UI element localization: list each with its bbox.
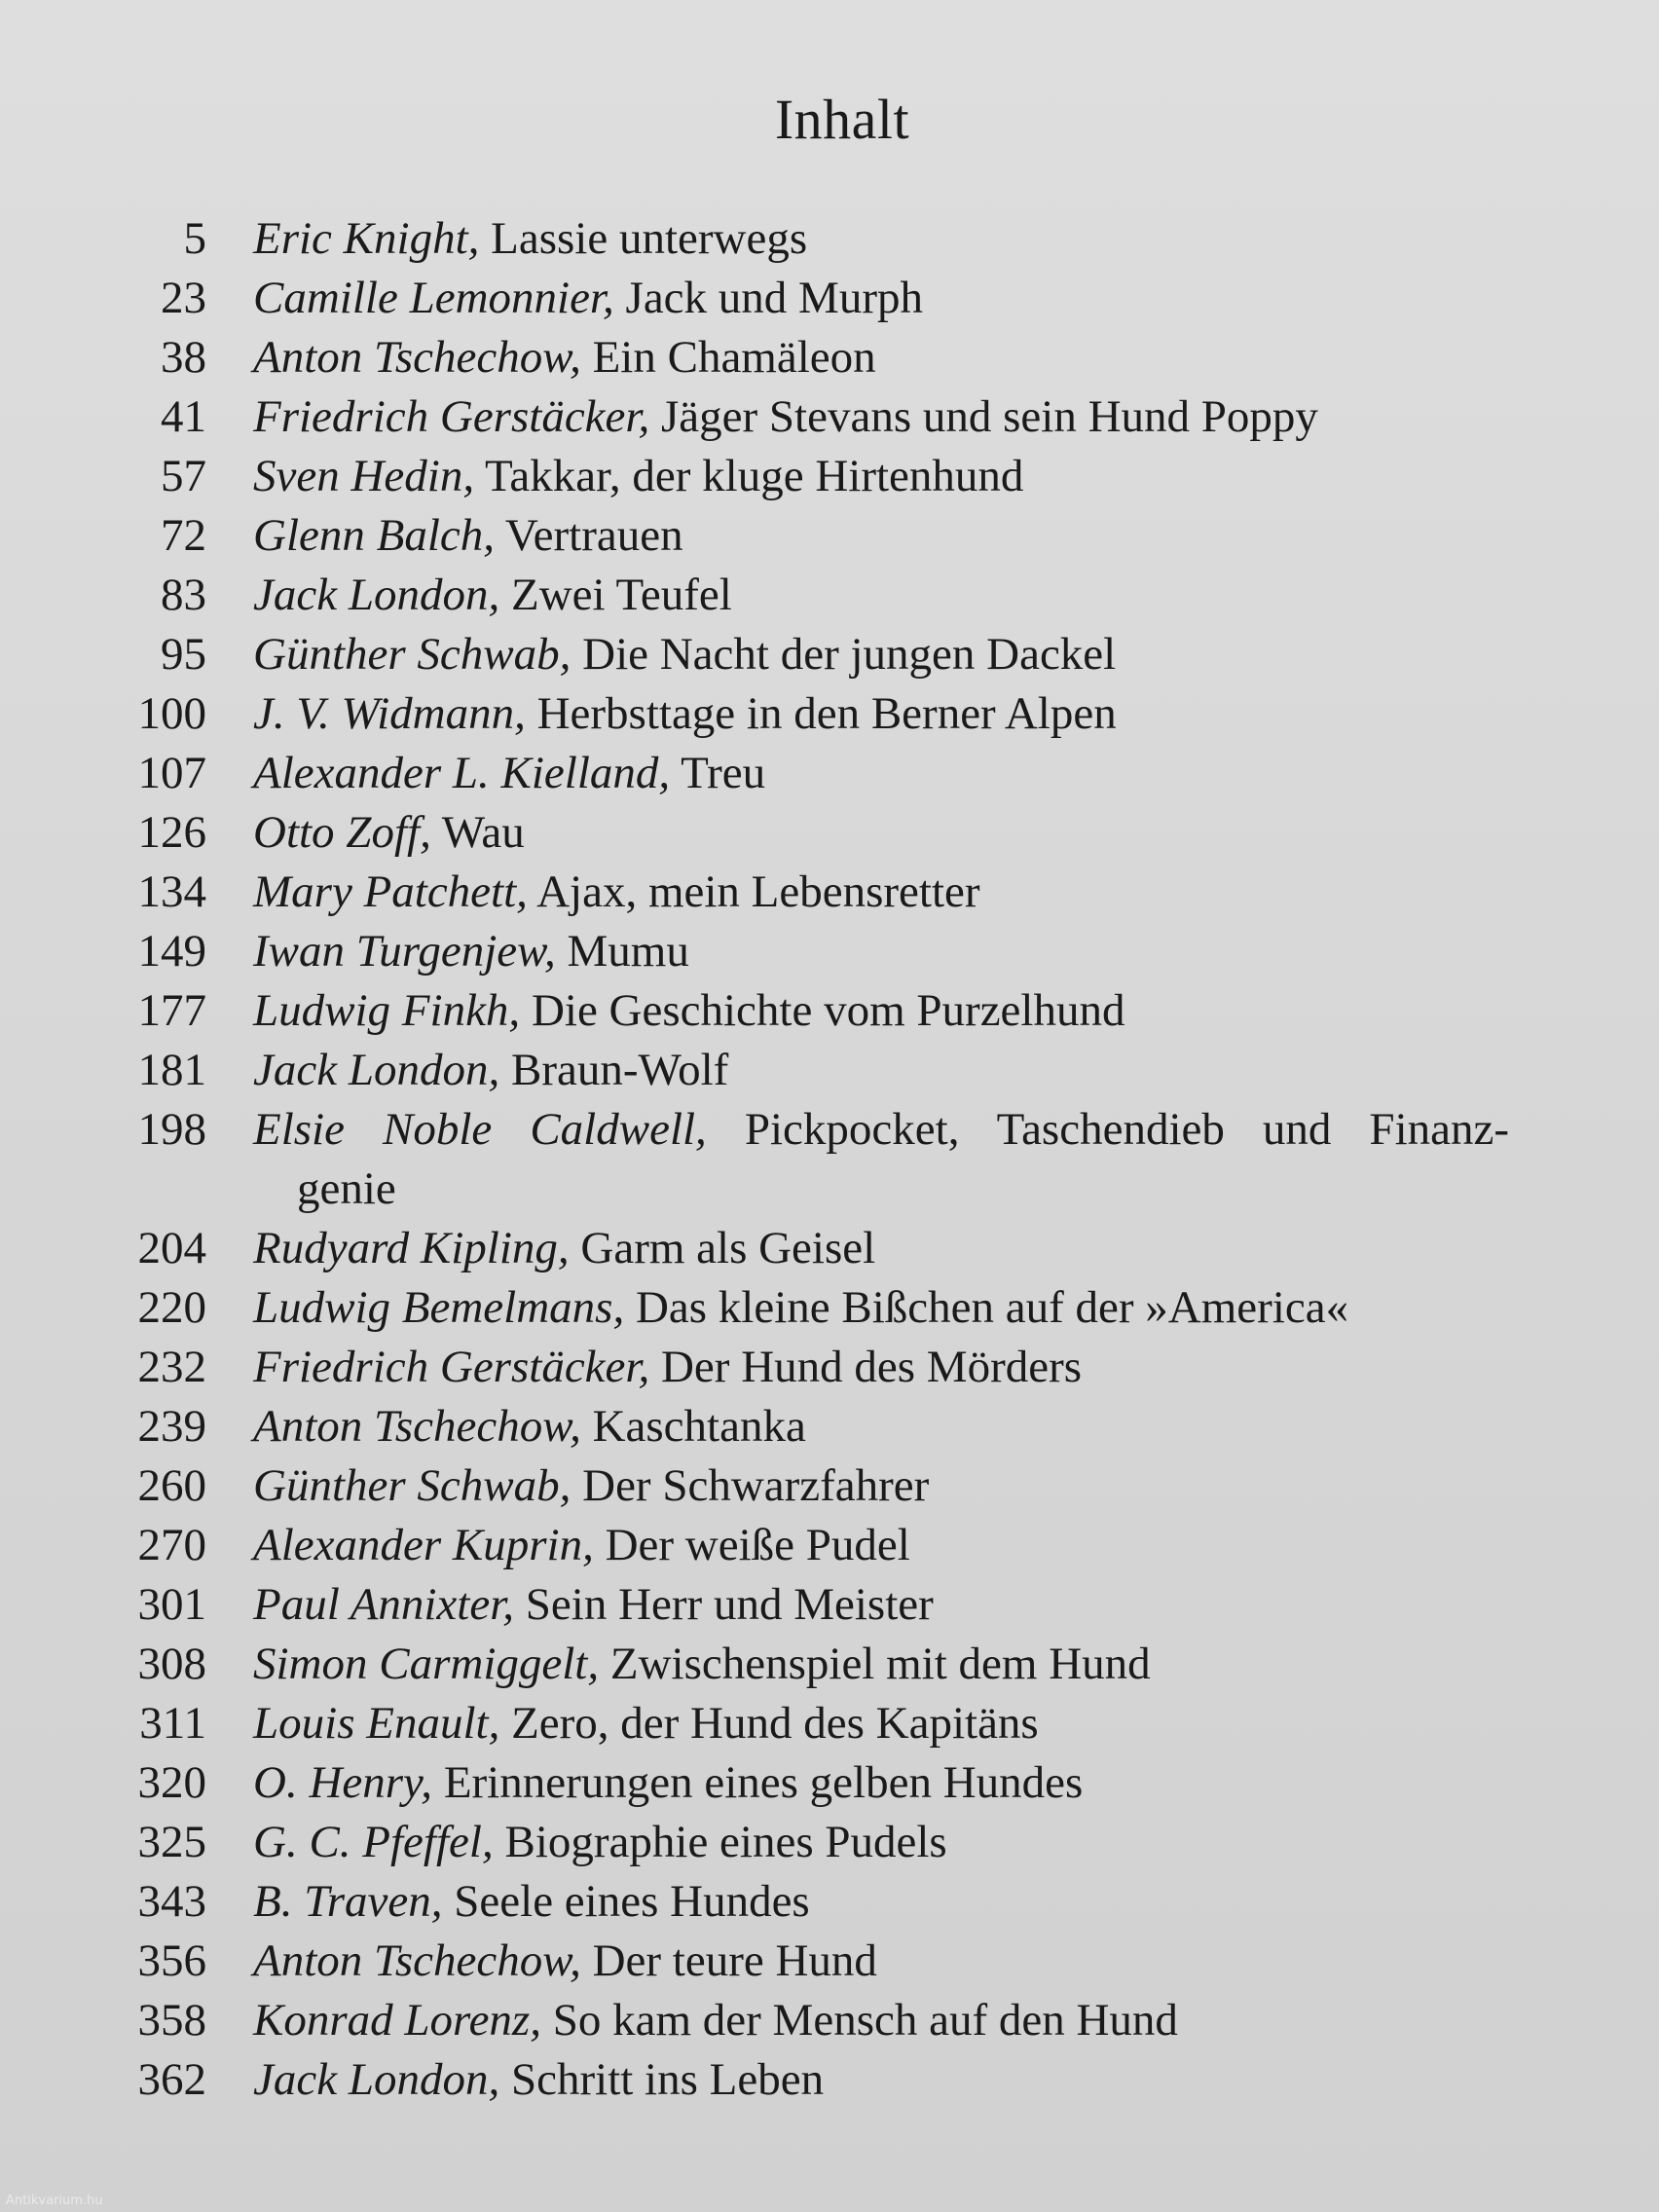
entry-text: [253, 1338, 1597, 1397]
entry-text: [253, 625, 1597, 684]
story-title: Zero, der Hund des Kapitäns: [511, 1698, 1039, 1749]
author-name: Jack London,: [253, 570, 500, 620]
toc-entry: [117, 981, 1597, 1041]
page-number: 320: [137, 1757, 206, 1808]
toc-entry: [117, 803, 1597, 863]
entry-text: [253, 1932, 1597, 1991]
story-title: Der weiße Pudel: [605, 1520, 910, 1570]
entry-text: [253, 1516, 1597, 1575]
story-title: Wau: [441, 807, 525, 858]
author-name: Rudyard Kipling,: [253, 1223, 570, 1273]
page-number: 177: [137, 985, 206, 1036]
entry-text: [253, 447, 1597, 506]
page-number: 95: [161, 629, 206, 680]
toc-entry: [117, 1813, 1597, 1872]
author-name: Sven Hedin,: [253, 451, 475, 501]
story-title: Zwischenspiel mit dem Hund: [609, 1639, 1151, 1689]
author-name: Anton Tschechow,: [253, 1936, 581, 1986]
author-name: J. V. Widmann,: [253, 688, 526, 739]
entry-text: [253, 863, 1597, 922]
entry-text: [253, 1694, 1597, 1753]
entry-text: [253, 1278, 1597, 1338]
story-title: Die Geschichte vom Purzelhund: [531, 985, 1125, 1036]
toc-entry: [117, 625, 1597, 684]
author-name: Glenn Balch,: [253, 510, 495, 561]
toc-entry: [117, 1872, 1597, 1932]
author-name: B. Traven,: [253, 1876, 443, 1927]
author-name: Günther Schwab,: [253, 1460, 571, 1511]
story-title-continuation: genie: [297, 1163, 396, 1214]
entry-text: [253, 1397, 1597, 1456]
page-number: 270: [137, 1520, 206, 1570]
toc-entry: [117, 566, 1597, 625]
toc-entry: [117, 1635, 1597, 1694]
entry-text: [253, 1456, 1597, 1516]
page-number: 301: [137, 1579, 206, 1630]
page-number: 57: [161, 451, 206, 501]
story-title: Das kleine Bißchen auf der »America«: [635, 1282, 1349, 1333]
story-title: Zwei Teufel: [510, 570, 732, 620]
story-title: Der teure Hund: [592, 1936, 877, 1986]
entry-text: [253, 684, 1597, 744]
entry-text: [253, 1100, 1509, 1160]
page-number: 311: [139, 1698, 206, 1749]
entry-text: [253, 387, 1597, 447]
page-number: 220: [137, 1282, 206, 1333]
author-name: Günther Schwab,: [253, 629, 571, 680]
author-name: Friedrich Gerstäcker,: [253, 1342, 650, 1392]
toc-entry: [117, 1991, 1597, 2050]
toc-entry: [117, 684, 1597, 744]
author-name: Jack London,: [253, 1045, 500, 1095]
toc-entry: [117, 863, 1597, 922]
table-of-contents: [117, 209, 1597, 2110]
toc-entry: [117, 744, 1597, 803]
page-number: 134: [137, 866, 206, 917]
story-title: Braun-Wolf: [510, 1045, 729, 1095]
page-number: 356: [137, 1936, 206, 1986]
story-title: Ein Chamäleon: [592, 332, 876, 383]
entry-text: [253, 328, 1597, 387]
page-number: 198: [137, 1104, 206, 1155]
page-number: 362: [137, 2054, 206, 2105]
toc-entry: [117, 1753, 1597, 1813]
entry-text: [253, 922, 1597, 981]
author-name: Iwan Turgenjew,: [253, 926, 556, 977]
page-number: 149: [137, 926, 206, 977]
story-title: Die Nacht der jungen Dackel: [582, 629, 1117, 680]
toc-entry: [117, 1932, 1597, 1991]
author-name: Paul Annixter,: [253, 1579, 515, 1630]
story-title: Sein Herr und Meister: [525, 1579, 934, 1630]
story-title: Garm als Geisel: [580, 1223, 876, 1273]
story-title: Mumu: [567, 926, 689, 977]
author-name: Konrad Lorenz,: [253, 1995, 541, 2046]
author-name: Anton Tschechow,: [253, 1401, 581, 1452]
author-name: Eric Knight,: [253, 213, 480, 264]
toc-entry: [117, 2050, 1597, 2110]
page-number: 126: [137, 807, 206, 858]
page-number: 325: [137, 1817, 206, 1867]
entry-text: [253, 1991, 1597, 2050]
story-title: Seele eines Hundes: [454, 1876, 810, 1927]
author-name: Friedrich Gerstäcker,: [253, 391, 650, 442]
author-name: Alexander L. Kielland,: [253, 748, 671, 798]
page-number: 239: [137, 1401, 206, 1452]
author-name: Camille Lemonnier,: [253, 273, 614, 323]
toc-entry: [117, 1456, 1597, 1516]
page-number: 260: [137, 1460, 206, 1511]
page-number: 23: [161, 273, 206, 323]
story-title: Kaschtanka: [592, 1401, 806, 1452]
toc-entry: [117, 269, 1597, 328]
toc-entry: [117, 387, 1597, 447]
toc-entry: [117, 506, 1597, 566]
page-number: 181: [137, 1045, 206, 1095]
page-number: 38: [161, 332, 206, 383]
entry-text: [253, 981, 1597, 1041]
entry-text: [253, 506, 1597, 566]
entry-text: [253, 209, 1597, 269]
page-number: 72: [161, 510, 206, 561]
author-name: Elsie Noble Caldwell,: [253, 1104, 707, 1155]
page-number: 5: [183, 213, 206, 264]
toc-entry: [117, 922, 1597, 981]
toc-entry: [117, 1041, 1597, 1100]
story-title: Der Hund des Mörders: [660, 1342, 1083, 1392]
author-name: Louis Enault,: [253, 1698, 500, 1749]
story-title: Lassie unterwegs: [491, 213, 808, 264]
entry-text: [253, 1041, 1597, 1100]
story-title: Erinnerungen eines gelben Hundes: [443, 1757, 1084, 1808]
author-name: Simon Carmiggelt,: [253, 1639, 600, 1689]
author-name: G. C. Pfeffel,: [253, 1817, 494, 1867]
entry-text: [253, 1575, 1597, 1635]
entry-text: [253, 2050, 1597, 2110]
story-title: Der Schwarzfahrer: [582, 1460, 930, 1511]
entry-text: [253, 744, 1597, 803]
author-name: Alexander Kuprin,: [253, 1520, 594, 1570]
toc-entry: [117, 1575, 1597, 1635]
story-title: Pickpocket, Taschendieb und Finanz-: [744, 1104, 1510, 1155]
entry-text: [253, 566, 1597, 625]
story-title: Herbsttage in den Berner Alpen: [536, 688, 1117, 739]
story-title: Vertrauen: [504, 510, 683, 561]
toc-entry: [117, 209, 1597, 269]
page-number: 204: [137, 1223, 206, 1273]
author-name: Jack London,: [253, 2054, 500, 2105]
toc-entry: [117, 1397, 1597, 1456]
story-title: Biographie eines Pudels: [504, 1817, 947, 1867]
page-number: 41: [161, 391, 206, 442]
entry-text: [253, 1813, 1597, 1872]
author-name: Ludwig Finkh,: [253, 985, 521, 1036]
page-number: 358: [137, 1995, 206, 2046]
page-number: 100: [137, 688, 206, 739]
story-title: Ajax, mein Lebensretter: [536, 866, 980, 917]
toc-entry: [117, 447, 1597, 506]
page-number: 343: [137, 1876, 206, 1927]
entry-text: [253, 1219, 1597, 1278]
toc-entry: [117, 1100, 1597, 1160]
page-number: 308: [137, 1639, 206, 1689]
author-name: Ludwig Bemelmans,: [253, 1282, 625, 1333]
entry-text: [253, 269, 1597, 328]
toc-entry: [117, 1278, 1597, 1338]
story-title: So kam der Mensch auf den Hund: [552, 1995, 1178, 2046]
page-number: 107: [137, 748, 206, 798]
author-name: Mary Patchett,: [253, 866, 528, 917]
author-name: Otto Zoff,: [253, 807, 431, 858]
toc-entry: [117, 1516, 1597, 1575]
page-number: 232: [137, 1342, 206, 1392]
story-title: Jack und Murph: [625, 273, 923, 323]
page-number: 83: [161, 570, 206, 620]
entry-text: [253, 1635, 1597, 1694]
toc-entry: [117, 1219, 1597, 1278]
page-title: Inhalt: [774, 88, 910, 151]
story-title: Schritt ins Leben: [510, 2054, 825, 2105]
toc-entry: [117, 1338, 1597, 1397]
entry-text: [253, 1872, 1597, 1932]
entry-text: [253, 803, 1597, 863]
entry-text: [253, 1753, 1597, 1813]
story-title: Jäger Stevans und sein Hund Poppy: [660, 391, 1318, 442]
watermark: Antikvarium.hu: [6, 2194, 103, 2208]
toc-entry: [117, 1694, 1597, 1753]
toc-entry: [117, 328, 1597, 387]
story-title: Treu: [681, 748, 766, 798]
author-name: O. Henry,: [253, 1757, 433, 1808]
author-name: Anton Tschechow,: [253, 332, 581, 383]
story-title: Takkar, der kluge Hirtenhund: [485, 451, 1024, 501]
